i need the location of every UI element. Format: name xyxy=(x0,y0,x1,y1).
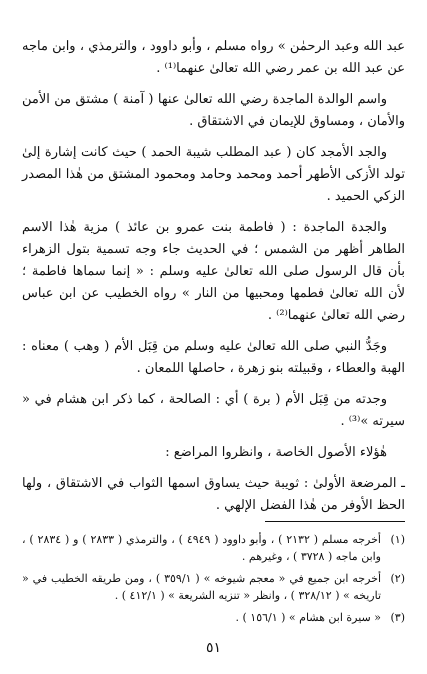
footnote-1 xyxy=(22,531,405,565)
footnote-text: أخرجه ابن جميع في « معجم شيوخه » ( ٣٥٩/١ ) ، ومن طريقه الخطيب في « تاريخه » ( ٣٢٨/١٢ ) ، وانظر « تنزيه الشريعة » ( ٤١٢/١ ) . xyxy=(22,572,381,602)
body-paragraph-4: والجدة الماجدة : ( فاطمة بنت عمرو بن عائذ ) مزية هٰذا الاسم الطاهر أظهر من الشمس ؛ في الحديث جاء وجه تسمية بتول الزهراء بأن قال الرسول صلى الله تعالىٰ عليه وسلم : « إنما سماها فاطمة ؛ لأن الله تعالىٰ فطمها ومحبيها من النار » رواه الخطيب عن ابن عباس رضي الله تعالىٰ عنهما⁽²⁾ . xyxy=(22,220,405,323)
footnote-3 xyxy=(22,609,405,626)
footnote-separator xyxy=(265,521,405,522)
body-paragraph-1: عبد الله وعبد الرحمٰن » رواه مسلم ، وأبو داوود ، والترمذي ، وابن ماجه عن عبد الله بن عمر رضي الله تعالىٰ عنهما⁽¹⁾ . xyxy=(22,39,405,76)
body-paragraph-7: هٰؤلاء الأصول الخاصة ، وانظروا المراضع : xyxy=(165,445,387,460)
body-paragraph-8: ـ المرضعة الأولىٰ : ثويبة حيث يساوق اسمها الثواب في الاشتقاق ، ولها الحظ الأوفر من هٰذا الفضل الإلهي . xyxy=(22,476,405,513)
footnote-number: (٢) xyxy=(390,572,405,585)
body-paragraph-6: وجدته من قِبَل الأم ( برة ) أي : الصالحة ، كما ذكر ابن هشام في « سيرته »⁽³⁾ . xyxy=(22,392,405,429)
footnotes xyxy=(22,531,405,631)
body-paragraph-5: وجَدُّ النبي صلى الله تعالىٰ عليه وسلم من قِبَل الأم ( وهب ) معناه : الهبة والعطاء ، وقبيلته بنو زهرة ، حاصلها اللمعان . xyxy=(22,339,405,376)
footnote-text: أخرجه مسلم ( ٢١٣٢ ) ، وأبو داوود ( ٤٩٤٩ ) ، والترمذي ( ٢٨٣٣ ) و ( ٢٨٣٤ ) ، وابن ماجه ( ٣٧٢٨ ) ، وغيرهم . xyxy=(22,533,381,563)
page-number: ٥١ xyxy=(205,640,222,656)
body-paragraph-2: واسم الوالدة الماجدة رضي الله تعالىٰ عنها ( آمنة ) مشتق من الأمن والأمان ، ومساوق للإيمان في الاشتقاق . xyxy=(22,92,405,129)
footnote-text: « سيرة ابن هشام » ( ١٥٦/١ ) . xyxy=(235,611,381,624)
footnote-number: (١) xyxy=(390,533,405,546)
body-paragraph-3: والجد الأمجد كان ( عبد المطلب شيبة الحمد ) حيث كانت إشارة إلىٰ تولد الأزكى الأطهر أحمد ومحمد وحامد ومحمود المشتق من هٰذا المصدر الزكي الحميد . xyxy=(22,145,405,204)
footnote-number: (٣) xyxy=(390,611,405,624)
footnote-2 xyxy=(22,570,405,604)
